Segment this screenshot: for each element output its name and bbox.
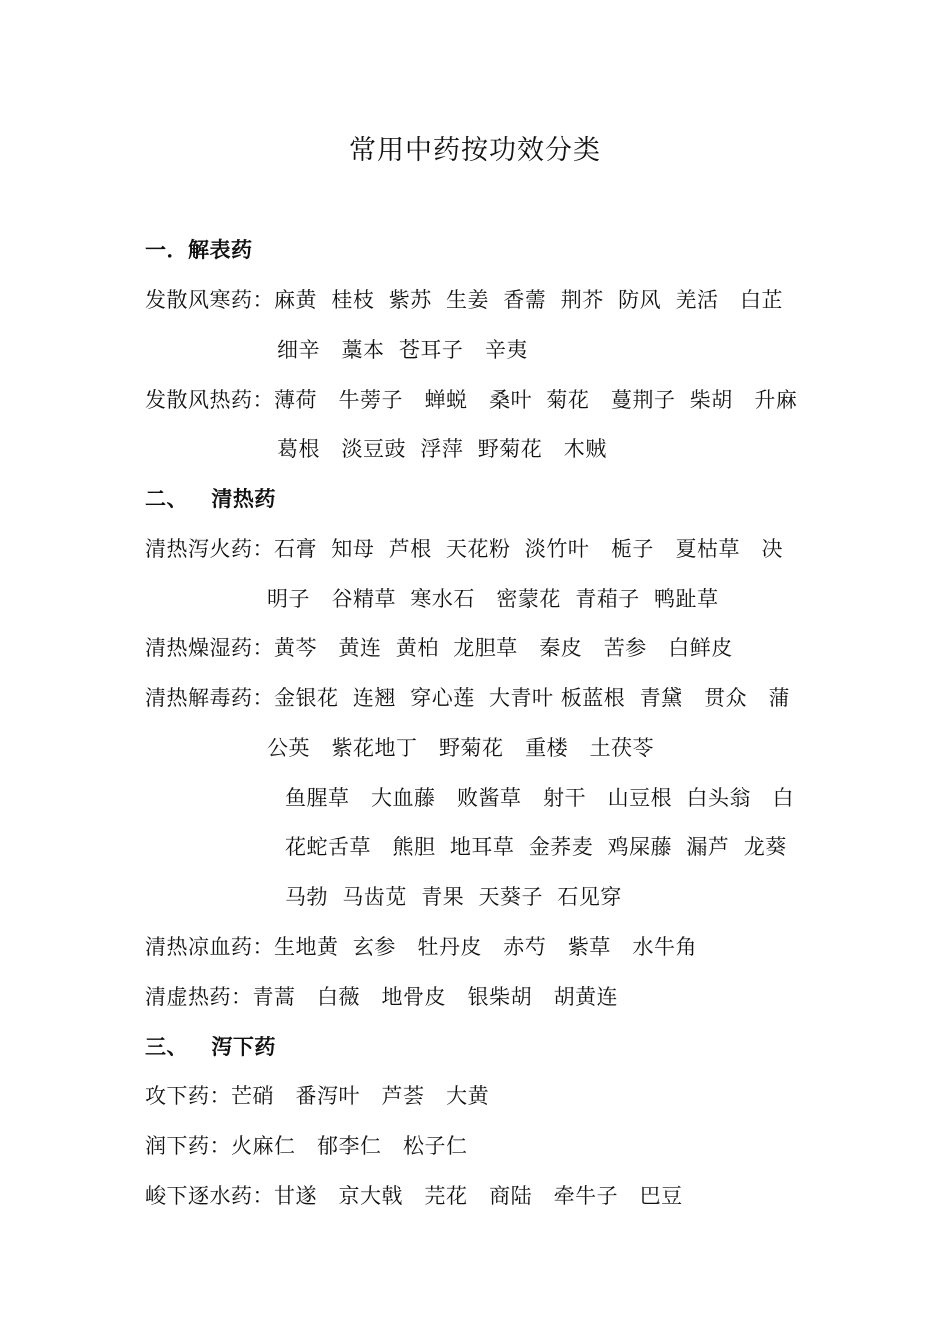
document-title: 常用中药按功效分类 [349,135,601,166]
section-heading-xiexia: 三、 泻下药 [145,1035,276,1059]
text-line: 发散风寒药：麻黄 桂枝 紫苏 生姜 香薷 荆芥 防风 羌活 白芷 [145,288,783,312]
text-line: 润下药：火麻仁 郁李仁 松子仁 [145,1134,468,1158]
text-line: 清虚热药：青蒿 白薇 地骨皮 银柴胡 胡黄连 [145,985,619,1009]
text-line: 峻下逐水药：甘遂 京大戟 芫花 商陆 牵牛子 巴豆 [145,1184,683,1208]
text-line: 明子 谷精草 寒水石 密蒙花 青葙子 鸭趾草 [267,587,719,611]
text-line: 清热凉血药：生地黄 玄参 牡丹皮 赤芍 紫草 水牛角 [145,935,697,959]
text-line: 公英 紫花地丁 野菊花 重楼 土茯苓 [267,736,655,760]
text-line: 细辛 藁本 苍耳子 辛夷 [277,338,528,362]
text-line: 葛根 淡豆豉 浮萍 野菊花 木贼 [277,437,607,461]
text-line: 清热燥湿药：黄芩 黄连 黄柏 龙胆草 秦皮 苦参 白鲜皮 [145,636,733,660]
text-line: 花蛇舌草 熊胆 地耳草 金荞麦 鸡屎藤 漏芦 龙葵 [285,835,787,859]
text-line: 发散风热药：薄荷 牛蒡子 蝉蜕 桑叶 菊花 蔓荆子 柴胡 升麻 [145,388,798,412]
text-line: 鱼腥草 大血藤 败酱草 射干 山豆根 白头翁 白 [285,786,794,810]
text-line: 清热解毒药：金银花 连翘 穿心莲 大青叶 板蓝根 青黛 贯众 蒲 [145,686,791,710]
text-line: 清热泻火药：石膏 知母 芦根 天花粉 淡竹叶 栀子 夏枯草 决 [145,537,783,561]
text-line: 攻下药：芒硝 番泻叶 芦荟 大黄 [145,1084,490,1108]
text-line: 马勃 马齿苋 青果 天葵子 石见穿 [285,885,622,909]
section-heading-jiebiao: 一．解表药 [145,238,253,262]
section-heading-qingre: 二、 清热药 [145,487,276,511]
